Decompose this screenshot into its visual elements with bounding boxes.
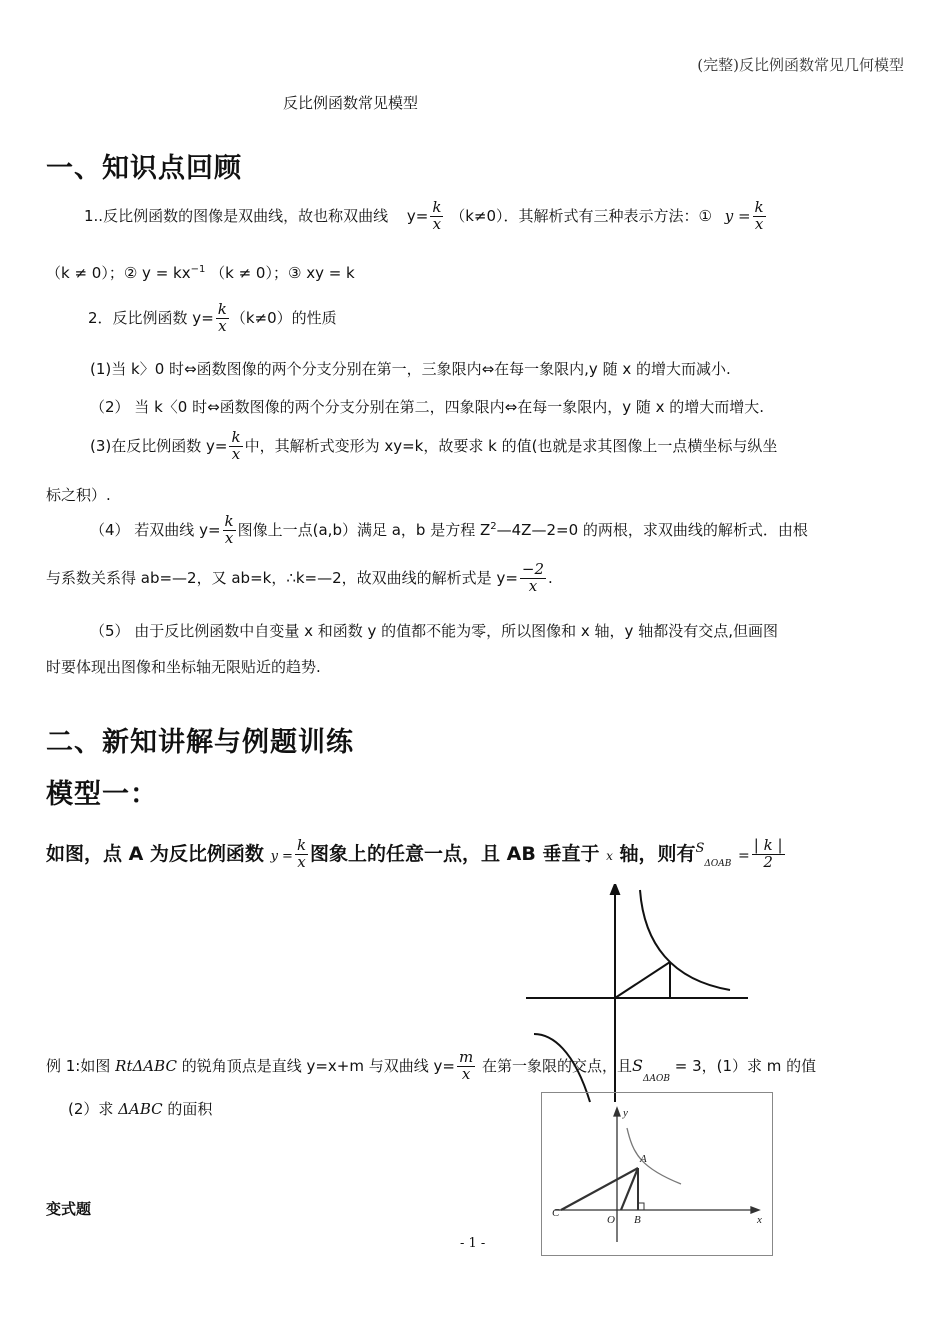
segment-oa xyxy=(615,962,670,998)
hyperbola-branch-q1 xyxy=(640,890,730,990)
label-b: B xyxy=(634,1214,641,1226)
page-number: - 1 - xyxy=(460,1236,486,1251)
property-3: (3)在反比例函数 y= $\frac{k}{x}$ 中，其解析式变形为 xy=k，故要求 k 的值(也就是求其图像上一点横坐标与纵坐 xyxy=(90,428,778,463)
item1-line: 1..反比例函数的图像是双曲线，故也称双曲线 y= $\frac{k}{x}$ （k≠0）．其解析式有三种表示方法：① y = $\frac{k}{x}$ xyxy=(84,198,764,233)
model-one-statement: 如图，点 A 为反比例函数 y = $\frac{k}{x}$ 图象上的任意一点，且 AB 垂直于 x 轴，则有$^S_{\Delta OAB}$ = $\frac{| k |}{2}$ xyxy=(46,836,783,871)
model-one-heading: 模型一： xyxy=(46,779,158,810)
y-axis-arrow xyxy=(611,884,619,894)
example1-line: 例 1:如图 RtΔABC 的锐角顶点是直线 y=x+m 与双曲线 y= $\frac{m}{x}$ 在第一象限的交点，且$S_{\Delta AOB} = 3$，(1）求 m 的值 xyxy=(46,1048,817,1084)
example1-part2: (2）求 ΔABC 的面积 xyxy=(68,1100,213,1118)
property-2: （2） 当 k〈0 时⇔函数图像的两个分支分别在第二，四象限内⇔在每一象限内，y 随 x 的增大而增大. xyxy=(90,398,765,416)
label-x: x xyxy=(757,1214,762,1226)
triangle-figure xyxy=(541,1092,773,1256)
property-5-cont: 时要体现出图像和坐标轴无限贴近的趋势. xyxy=(46,658,321,676)
property-4-cont: 与系数关系得 ab=—2，又 ab=k，∴k=—2，故双曲线的解析式是 y= $\frac{-2}{x}$ . xyxy=(46,560,553,595)
property-3-cont: 标之积）. xyxy=(46,486,111,504)
property-1: (1)当 k〉0 时⇔函数图像的两个分支分别在第一，三象限内⇔在每一象限内,y 随 x 的增大而减小. xyxy=(90,360,731,378)
label-a: A xyxy=(640,1153,647,1165)
document-title: 反比例函数常见模型 xyxy=(283,94,419,112)
label-y: y xyxy=(623,1107,628,1119)
item1-forms: （k ≠ 0）；② $y = kx^{-1}$ （k ≠ 0）；③ xy = k xyxy=(46,264,355,282)
item2-line: 2．反比例函数 y= $\frac{k}{x}$ （k≠0）的性质 xyxy=(88,300,337,335)
section2-heading: 二、新知讲解与例题训练 xyxy=(46,727,354,758)
label-o: O xyxy=(607,1214,615,1226)
variant-heading: 变式题 xyxy=(46,1200,92,1218)
page-header: (完整)反比例函数常见几何模型 xyxy=(697,56,904,74)
segment-ca xyxy=(561,1168,638,1210)
fraction-k-over-x: $\frac{k}{x}$ xyxy=(432,198,442,233)
section1-heading: 一、知识点回顾 xyxy=(46,153,242,184)
property-5: （5） 由于反比例函数中自变量 x 和函数 y 的值都不能为零，所以图像和 x 轴，y 轴都没有交点,但画图 xyxy=(90,622,778,640)
property-4: （4） 若双曲线 y= $\frac{k}{x}$ 图像上一点(a,b）满足 a，b 是方程 $Z^2—4Z—2=0$ 的两根，求双曲线的解析式．由根 xyxy=(90,512,808,547)
segment-oa xyxy=(621,1168,638,1210)
label-c: C xyxy=(552,1207,560,1219)
